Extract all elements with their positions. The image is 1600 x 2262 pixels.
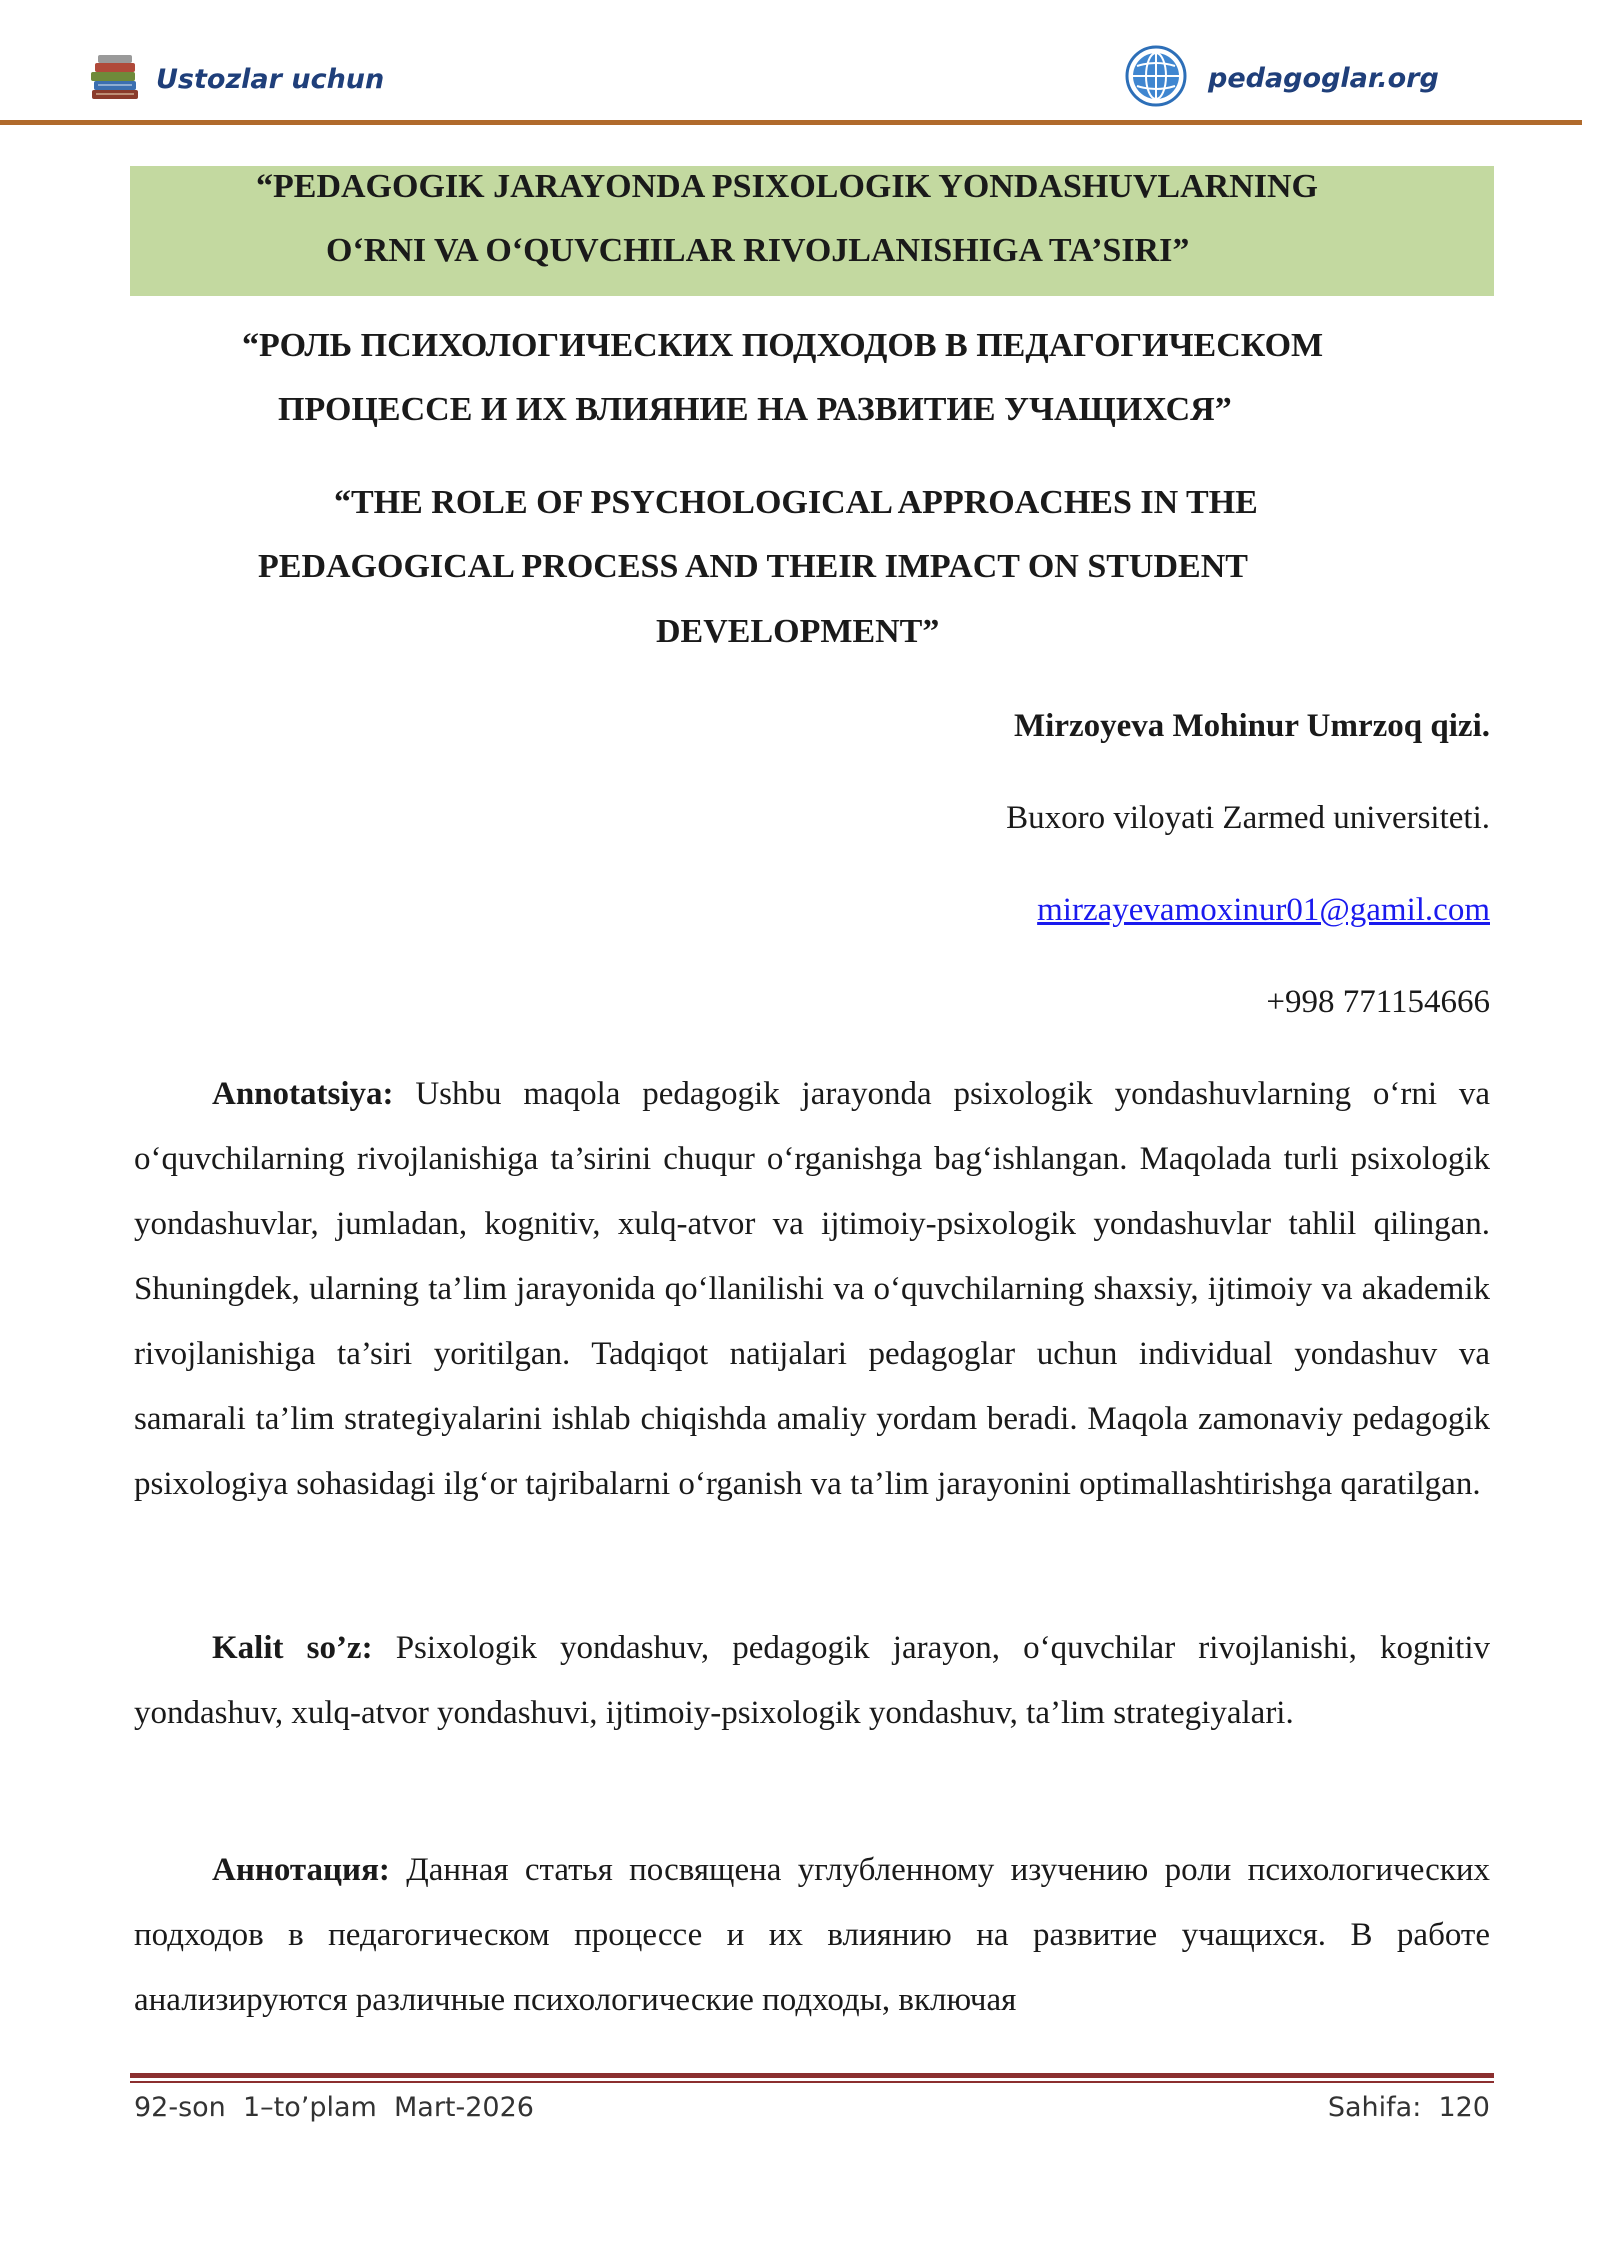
abstract-uz-label: Annotatsiya: <box>212 1076 394 1112</box>
brand-pedagoglar: pedagoglar.org <box>1208 63 1439 94</box>
title-ru-line2: ПРОЦЕССЕ И ИХ ВЛИЯНИЕ НА РАЗВИТИЕ УЧАЩИХСЯ” <box>278 391 1232 428</box>
author-email-link[interactable]: mirzayevamoxinur01@gamil.com <box>1037 892 1490 928</box>
keywords-uz-label: Kalit so’z: <box>212 1630 373 1666</box>
footer-divider-thick <box>130 2073 1494 2078</box>
keywords-uz-text: Psixologik yondashuv, pedagogik jarayon, o‘quvchilar rivojlanishi, kognitiv yondashuv, xulq-atvor yondashuvi, ijtimoiy-psixologik yondashuv, ta’lim strategiyalari. <box>134 1630 1490 1731</box>
abstract-uz-text: Ushbu maqola pedagogik jarayonda psixologik yondashuvlarning o‘rni va o‘quvchilarning rivojlanishiga ta’sirini chuqur o‘rganishga bag‘ishlangan. Maqolada turli psixologik yondashuvlar, jumladan, kognitiv, xulq-atvor va ijtimoiy-psixologik yondashuvlar tahlil qilingan. Shuningdek, ularning ta’lim jarayonida qo‘llanilishi va o‘quvchilarning shaxsiy, ijtimoiy va akademik rivojlanishiga ta’siri yoritilgan. Tadqiqot natijalari pedagoglar uchun individual yondashuv va samarali ta’lim strategiyalarini ishlab chiqishda amaliy yordam beradi. Maqola zamonaviy pedagogik psixologiya sohasidagi ilg‘or tajribalarni o‘rganish va ta’lim jarayonini optimallashtirishga qaratilgan. <box>134 1076 1490 1502</box>
books-icon <box>86 52 142 107</box>
title-uz-line1: “PEDAGOGIK JARAYONDA PSIXOLOGIK YONDASHUVLARNING <box>256 168 1318 205</box>
author-phone: +998 771154666 <box>1266 984 1490 1020</box>
header-right-brand <box>1124 44 1439 113</box>
footer-divider-thin <box>130 2081 1494 2083</box>
abstract-ru-text: Данная статья посвящена углубленному изучению роли психологических подходов в педагогическом процессе и их влиянию на развитие учащихся. В работе анализируются различные психологические подходы, включая <box>134 1852 1490 2018</box>
header-left-brand <box>86 52 384 107</box>
author-affiliation: Buxoro viloyati Zarmed universiteti. <box>1006 800 1490 836</box>
footer-issue: 92-son 1–to’plam Mart-2026 <box>134 2092 534 2123</box>
title-en-line1: “THE ROLE OF PSYCHOLOGICAL APPROACHES IN THE <box>334 484 1258 521</box>
title-ru-line1: “РОЛЬ ПСИХОЛОГИЧЕСКИХ ПОДХОДОВ В ПЕДАГОГИЧЕСКОМ <box>242 327 1324 364</box>
title-en-line2: PEDAGOGICAL PROCESS AND THEIR IMPACT ON STUDENT <box>258 548 1248 585</box>
abstract-ru <box>134 1838 1490 2033</box>
author-name: Mirzoyeva Mohinur Umrzoq qizi. <box>1014 708 1490 744</box>
globe-icon <box>1124 44 1188 113</box>
keywords-uz <box>134 1616 1490 1746</box>
brand-ustozlar: Ustozlar uchun <box>156 64 385 95</box>
abstract-ru-label: Аннотация: <box>212 1852 390 1888</box>
abstract-uz <box>134 1062 1490 1517</box>
footer-page-number: Sahifa: 120 <box>1327 2092 1490 2123</box>
header-divider <box>0 120 1582 125</box>
title-uz-line2: O‘RNI VA O‘QUVCHILAR RIVOJLANISHIGA TA’SIRI” <box>326 232 1190 269</box>
title-en-line3: DEVELOPMENT” <box>656 613 940 650</box>
